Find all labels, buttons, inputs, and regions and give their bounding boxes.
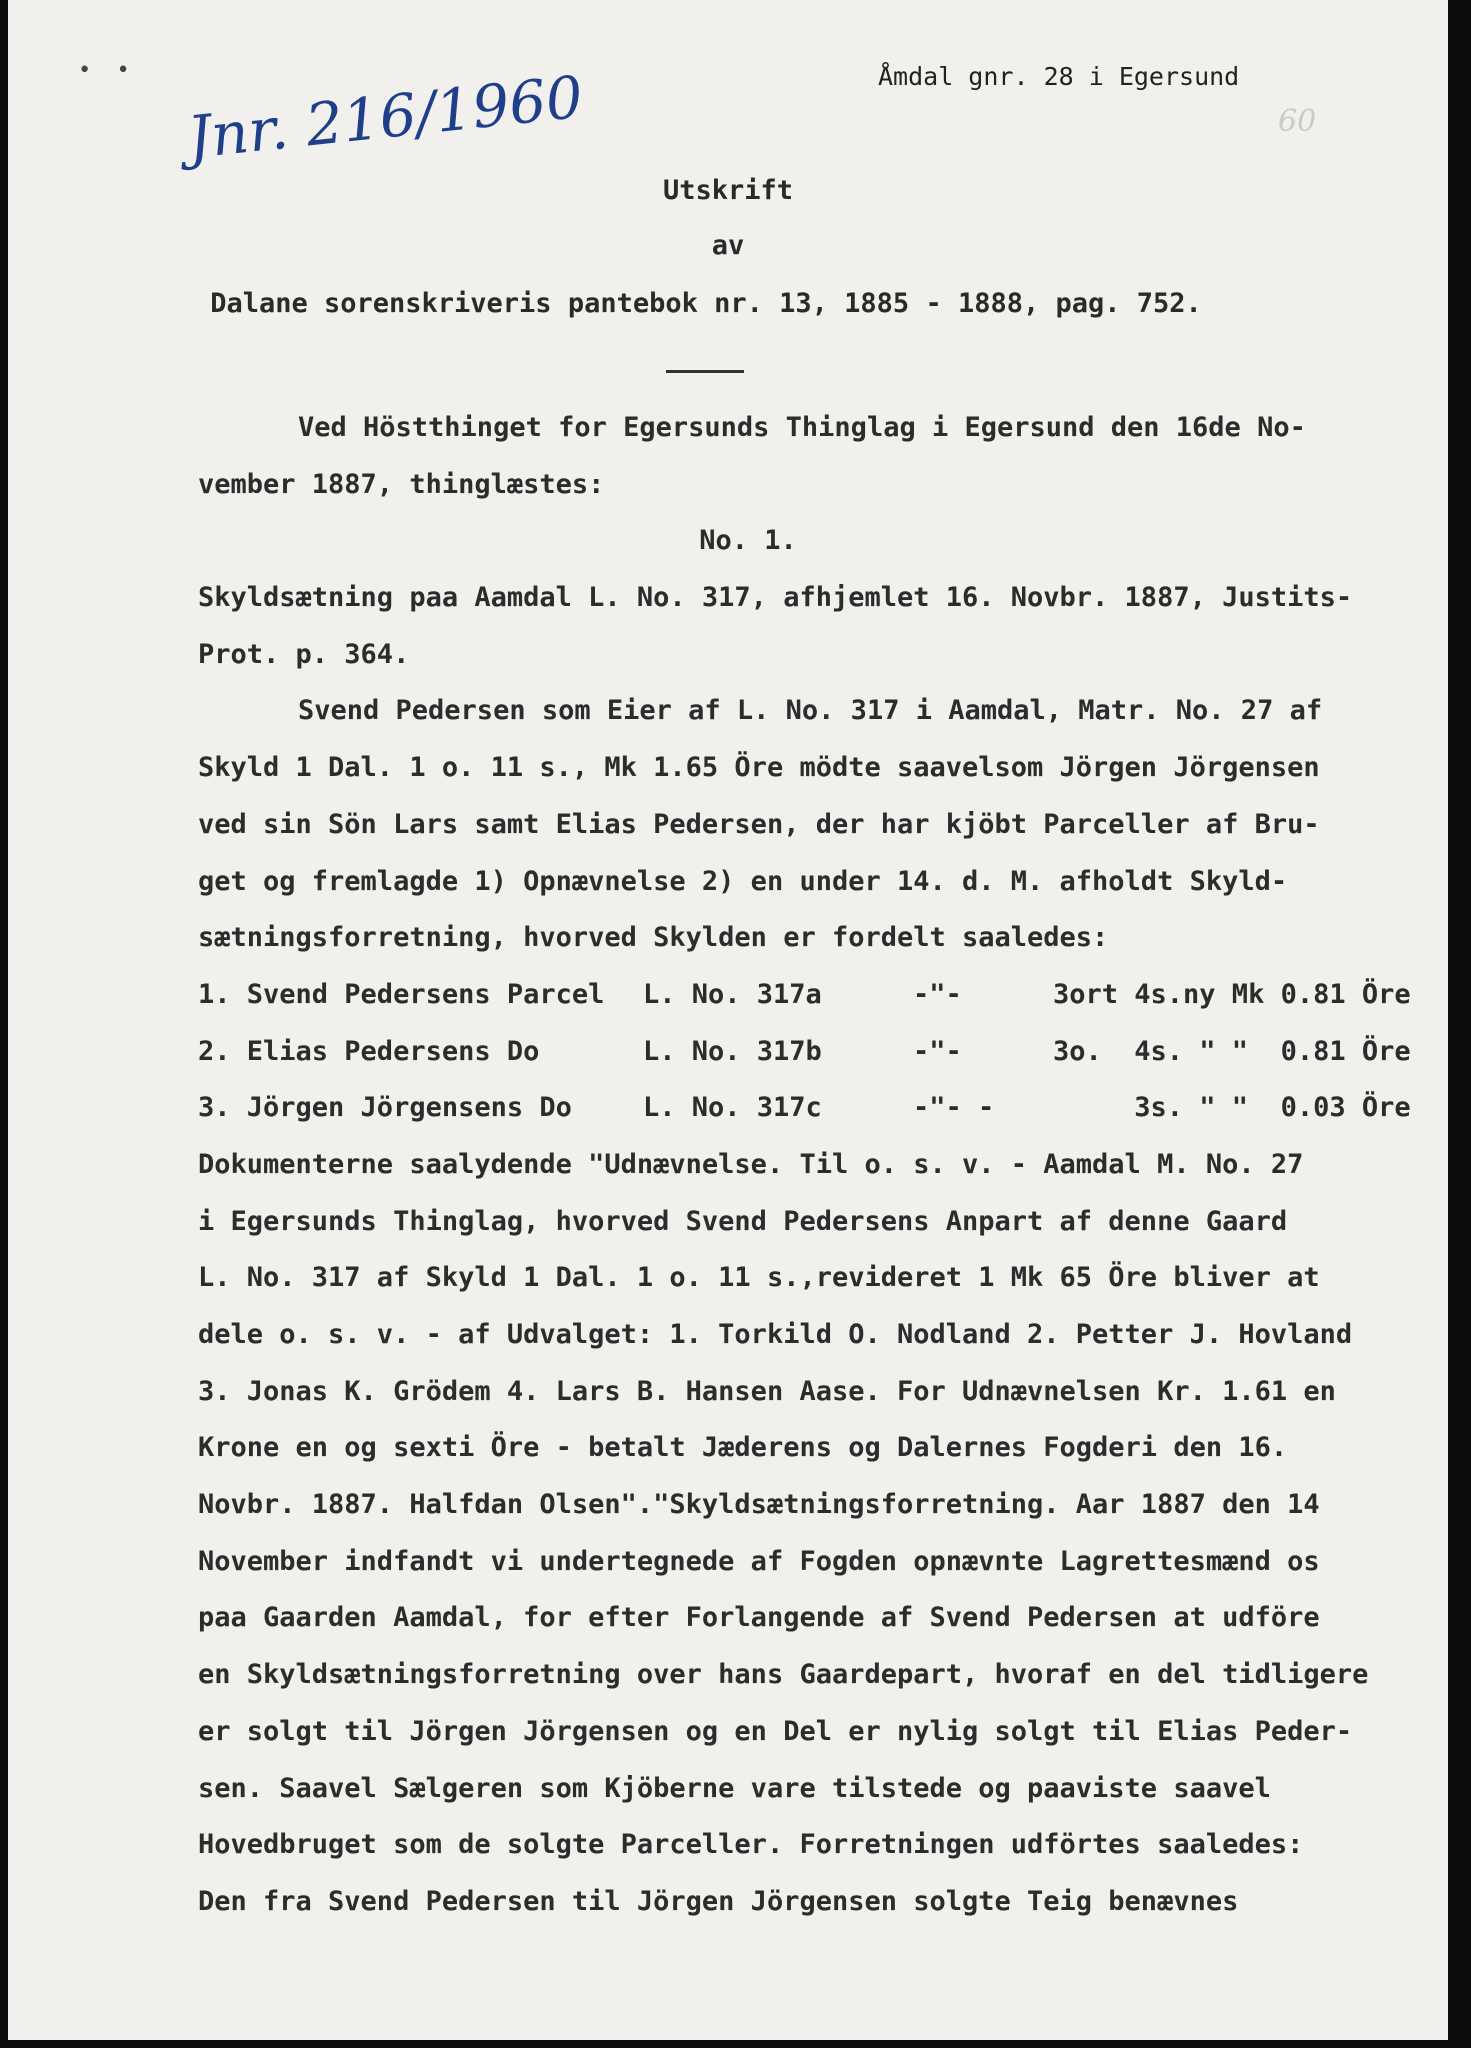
ditto-mark: -"- - <box>913 1092 995 1124</box>
text-line: paa Gaarden Aamdal, for efter Forlangende af Svend Pedersen at udföre <box>198 1602 1320 1634</box>
handwritten-journal-number: Jnr. 216/1960 <box>184 62 587 172</box>
corner-marks: • • <box>78 58 136 83</box>
title-av: av <box>711 230 745 261</box>
text-line: sætningsforretning, hvorved Skylden er fordelt saaledes: <box>198 922 1109 954</box>
parcel-value: 3o. 4s. " " 0.81 Öre <box>1053 1035 1411 1067</box>
parcel-lno: L. No. 317a <box>643 978 822 1010</box>
parcel-name: 2. Elias Pedersens Do <box>198 1035 540 1067</box>
text-line: Novbr. 1887. Halfdan Olsen"."Skyldsætningsforretning. Aar 1887 den 14 <box>198 1489 1320 1521</box>
parcel-lno: L. No. 317b <box>643 1035 822 1067</box>
allocation-row <box>198 967 1418 1024</box>
text-line: i Egersunds Thinglag, hvorved Svend Pedersens Anpart af denne Gaard <box>198 1205 1288 1237</box>
text-line: er solgt til Jörgen Jörgensen og en Del er nylig solgt til Elias Peder- <box>198 1715 1353 1747</box>
allocation-row <box>198 1024 1418 1081</box>
text-line: dele o. s. v. - af Udvalget: 1. Torkild O. Nodland 2. Petter J. Hovland <box>198 1319 1353 1350</box>
text-line: Dokumenterne saalydende "Udnævnelse. Til o. s. v. - Aamdal M. No. 27 <box>198 1148 1304 1180</box>
allocation-row <box>198 1080 1418 1137</box>
text-line: Prot. p. 364. <box>198 638 410 670</box>
text-line: Skyldsætning paa Aamdal L. No. 317, afhjemlet 16. Novbr. 1887, Justits- <box>198 582 1353 614</box>
text-line: sen. Saavel Sælgeren som Kjöberne vare tilstede og paaviste saavel <box>198 1772 1271 1804</box>
text-line: Ved Höstthinget for Egersunds Thinglag i Egersund den 16de No- <box>298 412 1306 443</box>
text-line: Den fra Svend Pedersen til Jörgen Jörgensen solgte Teig benævnes <box>198 1885 1239 1917</box>
parcel-name: 1. Svend Pedersens Parcel <box>198 978 605 1010</box>
title-underline <box>666 370 744 373</box>
entry-number: No. 1. <box>699 525 797 557</box>
text-line: en Skyldsætningsforretning over hans Gaardepart, hvoraf en del tidligere <box>198 1659 1369 1691</box>
title-source: Dalane sorenskriveris pantebok nr. 13, 1885 - 1888, pag. 752. <box>210 288 1202 319</box>
title-utskrift: Utskrift <box>662 175 794 206</box>
faint-page-note: 60 <box>1278 104 1317 139</box>
text-line: Svend Pedersen som Eier af L. No. 317 i Aamdal, Matr. No. 27 af <box>298 695 1323 727</box>
text-line: ved sin Sön Lars samt Elias Pedersen, der har kjöbt Parceller af Bru- <box>198 808 1320 840</box>
text-line: Skyld 1 Dal. 1 o. 11 s., Mk 1.65 Öre mödte saavelsom Jörgen Jörgensen <box>198 752 1320 784</box>
text-line: L. No. 317 af Skyld 1 Dal. 1 o. 11 s.,revideret 1 Mk 65 Öre bliver at <box>198 1262 1320 1294</box>
property-heading: Åmdal gnr. 28 i Egersund <box>878 62 1240 91</box>
ditto-mark: -"- <box>913 1035 962 1067</box>
document-body <box>198 400 1418 1931</box>
text-line: get og fremlagde 1) Opnævnelse 2) en under 14. d. M. afholdt Skyld- <box>198 865 1288 897</box>
document-page <box>8 0 1448 2040</box>
parcel-value: 3s. " " 0.03 Öre <box>1053 1092 1411 1124</box>
text-line: Hovedbruget som de solgte Parceller. Forretningen udförtes saaledes: <box>198 1829 1304 1861</box>
text-line: 3. Jonas K. Grödem 4. Lars B. Hansen Aase. For Udnævnelsen Kr. 1.61 en <box>198 1375 1336 1407</box>
parcel-value: 3ort 4s.ny Mk 0.81 Öre <box>1053 978 1411 1010</box>
ditto-mark: -"- <box>913 978 962 1010</box>
parcel-lno: L. No. 317c <box>643 1092 822 1124</box>
text-line: Krone en og sexti Öre - betalt Jæderens og Dalernes Fogderi den 16. <box>198 1432 1288 1464</box>
parcel-name: 3. Jörgen Jörgensens Do <box>198 1092 572 1124</box>
text-line: vember 1887, thinglæstes: <box>198 468 605 500</box>
text-line: November indfandt vi undertegnede af Fogden opnævnte Lagrettesmænd os <box>198 1545 1320 1577</box>
